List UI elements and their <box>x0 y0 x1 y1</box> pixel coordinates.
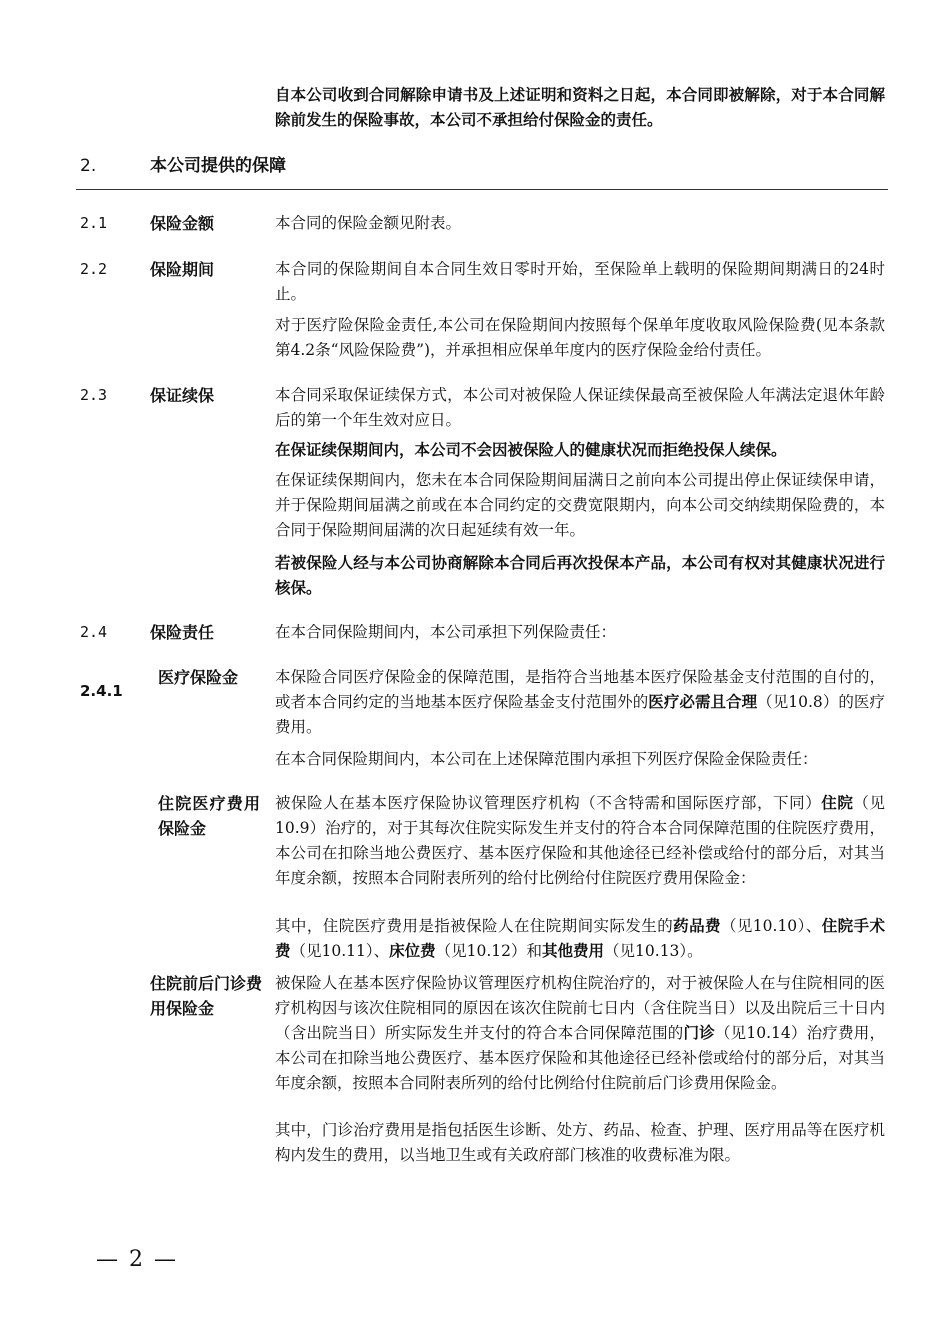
page-number: — 2 — <box>96 1247 178 1272</box>
clause-2-2-label: 保险期间 <box>150 260 215 279</box>
inpatient-para-1-text-a: 被保险人在基本医疗保险协议管理医疗机构（不含特需和国际医疗部，下同） <box>275 794 822 812</box>
clause-2-4-text: 在本合同保险期间内，本公司承担下列保险责任： <box>275 623 617 641</box>
inpatient-para-2-text-e: （见10.11）、 <box>290 942 390 960</box>
outpatient-benefit-label: 住院前后门诊费用保险金 <box>150 974 263 1018</box>
term-medical-necessary: 医疗必需且合理 <box>648 693 758 711</box>
term-drug-fee: 药品费 <box>673 917 721 935</box>
clause-2-2-number: 2.2 <box>80 260 108 278</box>
clause-2-3-number: 2.3 <box>80 386 108 404</box>
clause-2-3-para-3: 在保证续保期间内，您未在本合同保险期间届满日之前向本公司提出停止保证续保申请，并于保险期间届满之前或在本合同约定的交费宽限期内，向本公司交纳续期保险费的，本合同于保险期间届满的次日起延续有效一年。 <box>275 471 885 539</box>
clause-2-2-para-1: 本合同的保险期间自本合同生效日零时开始，至保险单上载明的保险期间期满日的24时止。 <box>275 260 885 303</box>
section-title: 本公司提供的保障 <box>150 156 286 176</box>
inpatient-para-2-text-a: 其中，住院医疗费用是指被保险人在住院期间实际发生的 <box>275 917 674 935</box>
clause-2-4-1-para-1 <box>275 665 885 740</box>
inpatient-para-2-text-g: （见10.12）和 <box>435 942 543 960</box>
clause-2-4-1-number: 2.4.1 <box>80 682 123 700</box>
clause-2-3-para-2: 在保证续保期间内，本公司不会因被保险人的健康状况而拒绝投保人续保。 <box>275 441 787 459</box>
clause-2-3-label: 保证续保 <box>150 386 215 405</box>
clause-2-4-1-para-2: 在本合同保险期间内，本公司在上述保障范围内承担下列医疗保险金保险责任： <box>275 750 818 768</box>
term-surgery-fee: 住院手术费 <box>275 917 885 960</box>
clause-2-2-para-2: 对于医疗险保险金责任,本公司在保险期间内按照每个保单年度收取风险保险费(见本条款第4.2条“风险保险费”)，并承担相应保单年度内的医疗保险金给付责任。 <box>275 316 885 359</box>
outpatient-para-1 <box>275 971 885 1096</box>
term-other-fee: 其他费用 <box>542 942 605 960</box>
inpatient-para-2-text-i: （见10.13）。 <box>604 942 703 960</box>
clause-2-1-label: 保险金额 <box>150 214 215 233</box>
outpatient-para-2: 其中，门诊治疗费用是指包括医生诊断、处方、药品、检查、护理、医疗用品等在医疗机构内发生的费用，以当地卫生或有关政府部门核准的收费标准为限。 <box>275 1121 885 1164</box>
outpatient-para-1-text-a: 被保险人在基本医疗保险协议管理医疗机构住院治疗的，对于被保险人在与住院相同的医疗机构因与该次住院相同的原因在该次住院前七日内（含住院当日）以及出院后三十日内（含出院当日）所实际发生并支付的符合本合同保障范围的 <box>275 974 885 1042</box>
section-divider <box>76 189 888 190</box>
outpatient-para-1-text-c: （见10.14）治疗费用，本公司在扣除当地公费医疗、基本医疗保险和其他途径已经补偿或给付的部分后，对其当年度余额，按照本合同附表所列的给付比例给付住院前后门诊费用保险金。 <box>275 1024 885 1092</box>
term-bed-fee: 床位费 <box>389 942 436 960</box>
clause-2-3-para-1: 本合同采取保证续保方式，本公司对被保险人保证续保最高至被保险人年满法定退休年龄后的第一个年生效对应日。 <box>275 386 885 429</box>
term-outpatient: 门诊 <box>683 1024 715 1042</box>
clause-2-4-label: 保险责任 <box>150 623 215 642</box>
intro-paragraph: 自本公司收到合同解除申请书及上述证明和资料之日起，本合同即被解除，对于本合同解除前发生的保险事故，本公司不承担给付保险金的责任。 <box>275 86 885 129</box>
section-number: 2. <box>80 156 97 176</box>
term-hospitalization: 住院 <box>821 794 854 812</box>
inpatient-benefit-label: 住院医疗费用保险金 <box>158 794 260 838</box>
clause-2-3-para-4: 若被保险人经与本公司协商解除本合同后再次投保本产品，本公司有权对其健康状况进行核保。 <box>275 554 885 597</box>
inpatient-para-2-text-c: （见10.10）、 <box>720 917 822 935</box>
clause-2-4-number: 2.4 <box>80 623 108 641</box>
clause-2-4-1-label: 医疗保险金 <box>158 668 239 687</box>
inpatient-para-1-text-c: （见10.9）治疗的，对于其每次住院实际发生并支付的符合本合同保障范围的住院医疗费用，本公司在扣除当地公费医疗、基本医疗保险和其他途径已经补偿或给付的部分后，对其当年度余额，按照本合同附表所列的给付比例给付住院医疗费用保险金： <box>275 794 885 887</box>
clause-2-4-1-para-1-text-a: 本保险合同医疗保险金的保障范围，是指符合当地基本医疗保险基金支付范围的自付的，或者本合同约定的当地基本医疗保险基金支付范围外的 <box>275 668 885 711</box>
inpatient-para-1 <box>275 791 885 891</box>
inpatient-para-2 <box>275 914 885 964</box>
clause-2-1-text: 本合同的保险金额见附表。 <box>275 214 462 232</box>
clause-2-4-1-para-1-text-c: （见10.8）的医疗费用。 <box>275 693 885 736</box>
clause-2-1-number: 2.1 <box>80 214 108 232</box>
